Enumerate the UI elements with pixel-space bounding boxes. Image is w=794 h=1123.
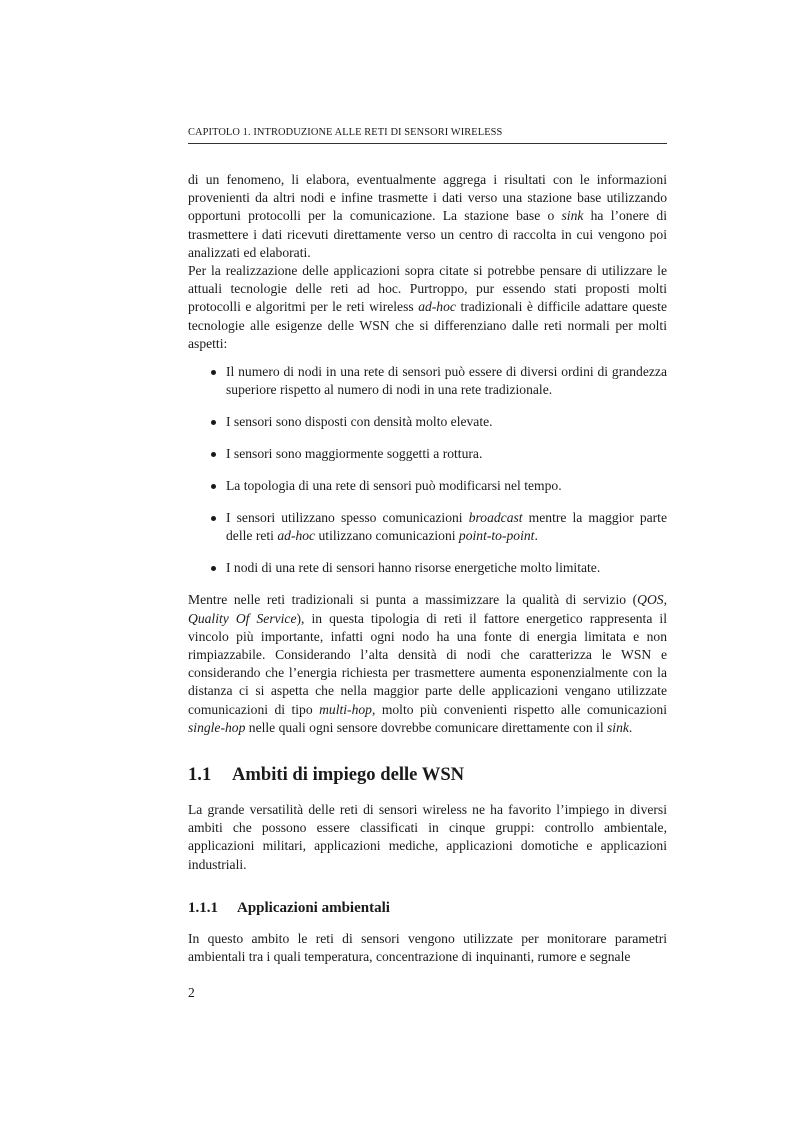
paragraph-3: Mentre nelle reti tradizionali si punta a massimizzare la qualità di servizio (QOS, Quality Of Service), in questa tipologia di reti il fattore energetico rappresenta il vincolo più importante, infatti ogni nodo ha una fonte di energia limitata e non rimpiazzabile. Considerando l’alta densità di nodi che caratterizza le WSN e considerando che l’energia richiesta per trasmettere aumenta esponenzialmente con la distanza ci si aspetta che nella maggior parte delle applicazioni vengano utilizzate comunicazioni di tipo multi-hop, molto più convenienti rispetto alle comunicazioni single-hop nelle quali ogni sensore dovrebbe comunicare direttamente con il sink. [188,592,667,735]
section-title: Ambiti di impiego delle WSN [232,764,465,786]
paragraph-4: La grande versatilità delle reti di sensori wireless ne ha favorito l’impiego in diversi ambiti che possono essere classificati in cinque gruppi: controllo ambientale, applicazioni militari, applicazioni mediche, applicazioni domotiche e applicazioni industriali. [188,802,667,872]
subsection-number: 1.1.1 [188,899,218,916]
list-item: I sensori sono maggiormente soggetti a rottura. [188,445,667,463]
bullet-icon [211,420,216,425]
section-heading [188,763,667,787]
paragraph-2: Per la realizzazione delle applicazioni sopra citate si potrebbe pensare di utilizzare le attuali tecnologie delle reti ad hoc. Purtroppo, pur essendo stati proposti molti protocolli e algoritmi per le reti wireless ad-hoc tradizionali è difficile adattare queste tecnologie alle esigenze delle WSN che si differenziano dalle reti normali per molti aspetti: [188,263,667,351]
bullet-icon [211,452,216,457]
list-item: La topologia di una rete di sensori può modificarsi nel tempo. [188,477,667,495]
subsection-heading [188,898,667,918]
paragraph-1: di un fenomeno, li elabora, eventualmente aggrega i risultati con le informazioni provenienti da altri nodi e infine trasmette i dati verso una stazione base utilizzando opportuni protocolli per la comunicazione. La stazione base o sink ha l’onere di trasmettere i dati ricevuti direttamente verso un centro di raccolta in cui vengono poi analizzati ed elaborati. [188,172,668,260]
bullet-icon [211,484,216,489]
bullet-icon [211,566,216,571]
header-rule [188,143,667,144]
list-item: I nodi di una rete di sensori hanno risorse energetiche molto limitate. [188,559,667,577]
subsection-title: Applicazioni ambientali [237,899,390,916]
list-item: Il numero di nodi in una rete di sensori può essere di diversi ordini di grandezza superiore rispetto al numero di nodi in una rete tradizionale. [188,363,667,399]
page-number: 2 [188,985,195,1000]
bullet-icon [211,516,216,521]
list-item: I sensori utilizzano spesso comunicazioni broadcast mentre la maggior parte delle reti ad-hoc utilizzano comunicazioni point-to-point. [188,509,667,545]
running-head: CAPITOLO 1. INTRODUZIONE ALLE RETI DI SENSORI WIRELESS [188,127,503,138]
list-item: I sensori sono disposti con densità molto elevate. [188,413,667,431]
bullet-list [188,363,667,578]
section-number: 1.1 [188,764,212,786]
body-text [188,171,667,966]
paragraph-5: In questo ambito le reti di sensori vengono utilizzate per monitorare parametri ambientali tra i quali temperatura, concentrazione di inquinanti, rumore e segnale [188,930,667,965]
bullet-icon [211,370,216,375]
